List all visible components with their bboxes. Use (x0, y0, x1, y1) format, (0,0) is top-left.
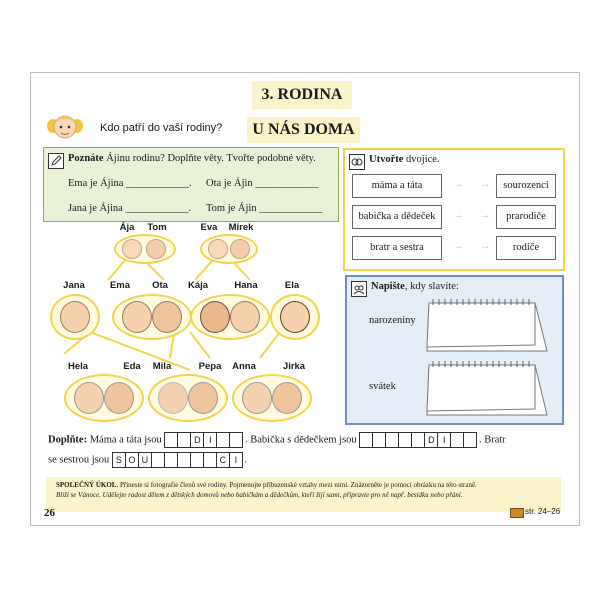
letter-box[interactable] (398, 432, 412, 448)
section-title: U NÁS DOMA (247, 117, 360, 143)
letter-box[interactable]: I (229, 452, 243, 468)
grandma-face-icon (242, 382, 272, 414)
letter-box[interactable] (164, 432, 178, 448)
chain-icon (349, 154, 365, 170)
parents-oval-1 (112, 294, 192, 340)
lesson-title: 3. RODINA (252, 81, 352, 109)
pairs-instruction-text: dvojice. (403, 154, 440, 165)
task-make-pairs (343, 148, 565, 271)
footer-text: Přineste si fotografie členů své rodiny. Pojmenujte příbuzenské vztahy mezi nimi. Znázorněte je pomocí obrázku na této straně. (118, 481, 477, 489)
name-label: Jirka (282, 361, 306, 372)
letter-box[interactable] (190, 452, 204, 468)
child-face-icon (146, 239, 166, 259)
task-instruction (68, 153, 316, 164)
grandpa-face-icon (188, 382, 218, 414)
children-oval-1 (114, 234, 176, 264)
arrow-icon: → (453, 240, 464, 252)
desk-calendar-2[interactable] (423, 359, 551, 417)
fill-text: . (244, 454, 248, 466)
letter-box[interactable] (359, 432, 373, 448)
pair-right-3[interactable]: rodiče (496, 236, 556, 260)
fill-task (48, 432, 568, 448)
name-label: Tom (147, 222, 167, 233)
calendar-lead: Napište (371, 281, 405, 292)
word-boxes-2[interactable] (359, 434, 479, 445)
calendar-label-birthday: narozeniny (369, 315, 416, 326)
letter-box[interactable] (450, 432, 464, 448)
letter-box[interactable] (411, 432, 425, 448)
name-label: Kája (187, 280, 209, 291)
grandparents-oval-1 (64, 374, 144, 422)
letter-box[interactable] (216, 432, 230, 448)
person-oval (50, 294, 100, 340)
pairs-instruction (369, 154, 440, 165)
sentence-2a[interactable]: Jana je Ájina ____________. (68, 203, 192, 214)
pair-right-1[interactable]: sourozenci (496, 174, 556, 198)
pair-left-3[interactable]: bratr a sestra (352, 236, 442, 260)
man-face-icon (152, 301, 182, 333)
person-oval (270, 294, 320, 340)
girl-face-icon (45, 110, 85, 144)
family-tree (40, 218, 330, 428)
name-label: Hela (67, 361, 89, 372)
task-lead: Poznáte (68, 153, 104, 164)
letter-box[interactable] (203, 452, 217, 468)
desk-calendar-1[interactable] (423, 297, 551, 353)
letter-box[interactable] (372, 432, 386, 448)
fill-text: Máma a táta jsou (87, 434, 162, 446)
woman-face-icon (122, 301, 152, 333)
man-face-icon (200, 301, 230, 333)
name-label: Mirek (228, 222, 254, 233)
question-text: Kdo patří do vaší rodiny? (100, 122, 223, 134)
fill-lead: Doplňte: (48, 434, 88, 446)
task-instruction-text: Ájinu rodinu? Doplňte věty. Tvořte podobné věty. (103, 153, 316, 164)
name-label: Mila (152, 361, 172, 372)
calendar-label-nameday: svátek (369, 381, 396, 392)
page-reference: str. 24–26 (525, 507, 561, 516)
child-face-icon (208, 239, 228, 259)
name-label: Hana (234, 280, 258, 291)
arrow-icon: → (453, 178, 464, 190)
letter-box[interactable]: S (112, 452, 126, 468)
arrow-icon: → (480, 178, 491, 190)
arrow-icon: → (480, 240, 491, 252)
fill-text: . Babička s dědečkem jsou (245, 434, 357, 446)
woman-face-icon (230, 301, 260, 333)
children-oval-2 (200, 234, 258, 264)
letter-box[interactable]: I (437, 432, 451, 448)
woman-face-icon (280, 301, 310, 333)
grandma-face-icon (158, 382, 188, 414)
letter-box[interactable]: O (125, 452, 139, 468)
name-label: Ema (109, 280, 131, 291)
grandpa-face-icon (104, 382, 134, 414)
parents-oval-2 (190, 294, 270, 340)
letter-box[interactable] (164, 452, 178, 468)
grandma-face-icon (74, 382, 104, 414)
letter-box[interactable]: D (424, 432, 438, 448)
name-label: Eda (123, 361, 141, 372)
letter-box[interactable]: C (216, 452, 230, 468)
grandpa-face-icon (272, 382, 302, 414)
task-know-family (43, 147, 339, 222)
name-label: Ota (152, 280, 168, 291)
name-label: Eva (200, 222, 218, 233)
word-boxes-1[interactable] (164, 434, 245, 445)
letter-box[interactable] (177, 432, 191, 448)
letter-box[interactable] (151, 452, 165, 468)
letter-box[interactable] (229, 432, 243, 448)
arrow-icon: → (480, 209, 491, 221)
fill-text: . Bratr (478, 434, 506, 446)
word-boxes-3[interactable] (112, 454, 245, 465)
page-number: 26 (44, 507, 55, 519)
footer-line-2: Bliží se Vánoce. Udělejte radost dětem z dětských domovů nebo babičkám a dědečkům, kteří žijí sami, připravte pro ně např. besídku nebo přání. (56, 491, 463, 499)
letter-box[interactable]: D (190, 432, 204, 448)
fill-task-line2 (48, 452, 568, 468)
child-face-icon (230, 239, 250, 259)
footer-lead: SPOLEČNÝ ÚKOL. (56, 481, 119, 489)
name-label: Ája (119, 222, 135, 233)
calendar-instruction (371, 281, 459, 292)
name-label: Ela (284, 280, 300, 291)
footer-note (46, 477, 561, 512)
grandparents-oval-3 (232, 374, 312, 422)
pair-left-1[interactable]: máma a táta (352, 174, 442, 198)
sentence-1a[interactable]: Ema je Ájina ____________. (68, 178, 192, 189)
calendar-instruction-text: , kdy slavíte: (404, 281, 459, 292)
arrow-icon: → (453, 209, 464, 221)
fill-text: se sestrou jsou (48, 454, 110, 466)
name-label: Pepa (198, 361, 222, 372)
book-icon (510, 508, 524, 518)
name-label: Jana (63, 280, 85, 291)
grandparents-oval-2 (148, 374, 228, 422)
pair-right-2[interactable]: prarodiče (496, 205, 556, 229)
sentence-2b[interactable]: Tom je Ájin ____________ (206, 203, 323, 214)
letter-box[interactable] (177, 452, 191, 468)
letter-box[interactable] (463, 432, 477, 448)
letter-box[interactable] (385, 432, 399, 448)
task-write-celebrations (345, 275, 564, 425)
sentence-1b[interactable]: Ota je Ájin ____________ (206, 178, 319, 189)
pencil-icon (48, 153, 64, 169)
woman-face-icon (60, 301, 90, 333)
pair-left-2[interactable]: babička a dědeček (352, 205, 442, 229)
letter-box[interactable]: U (138, 452, 152, 468)
pairs-lead: Utvořte (369, 154, 404, 165)
child-face-icon (122, 239, 142, 259)
group-icon (351, 281, 367, 297)
footer-line-1 (56, 480, 561, 490)
letter-box[interactable]: I (203, 432, 217, 448)
name-label: Anna (232, 361, 256, 372)
